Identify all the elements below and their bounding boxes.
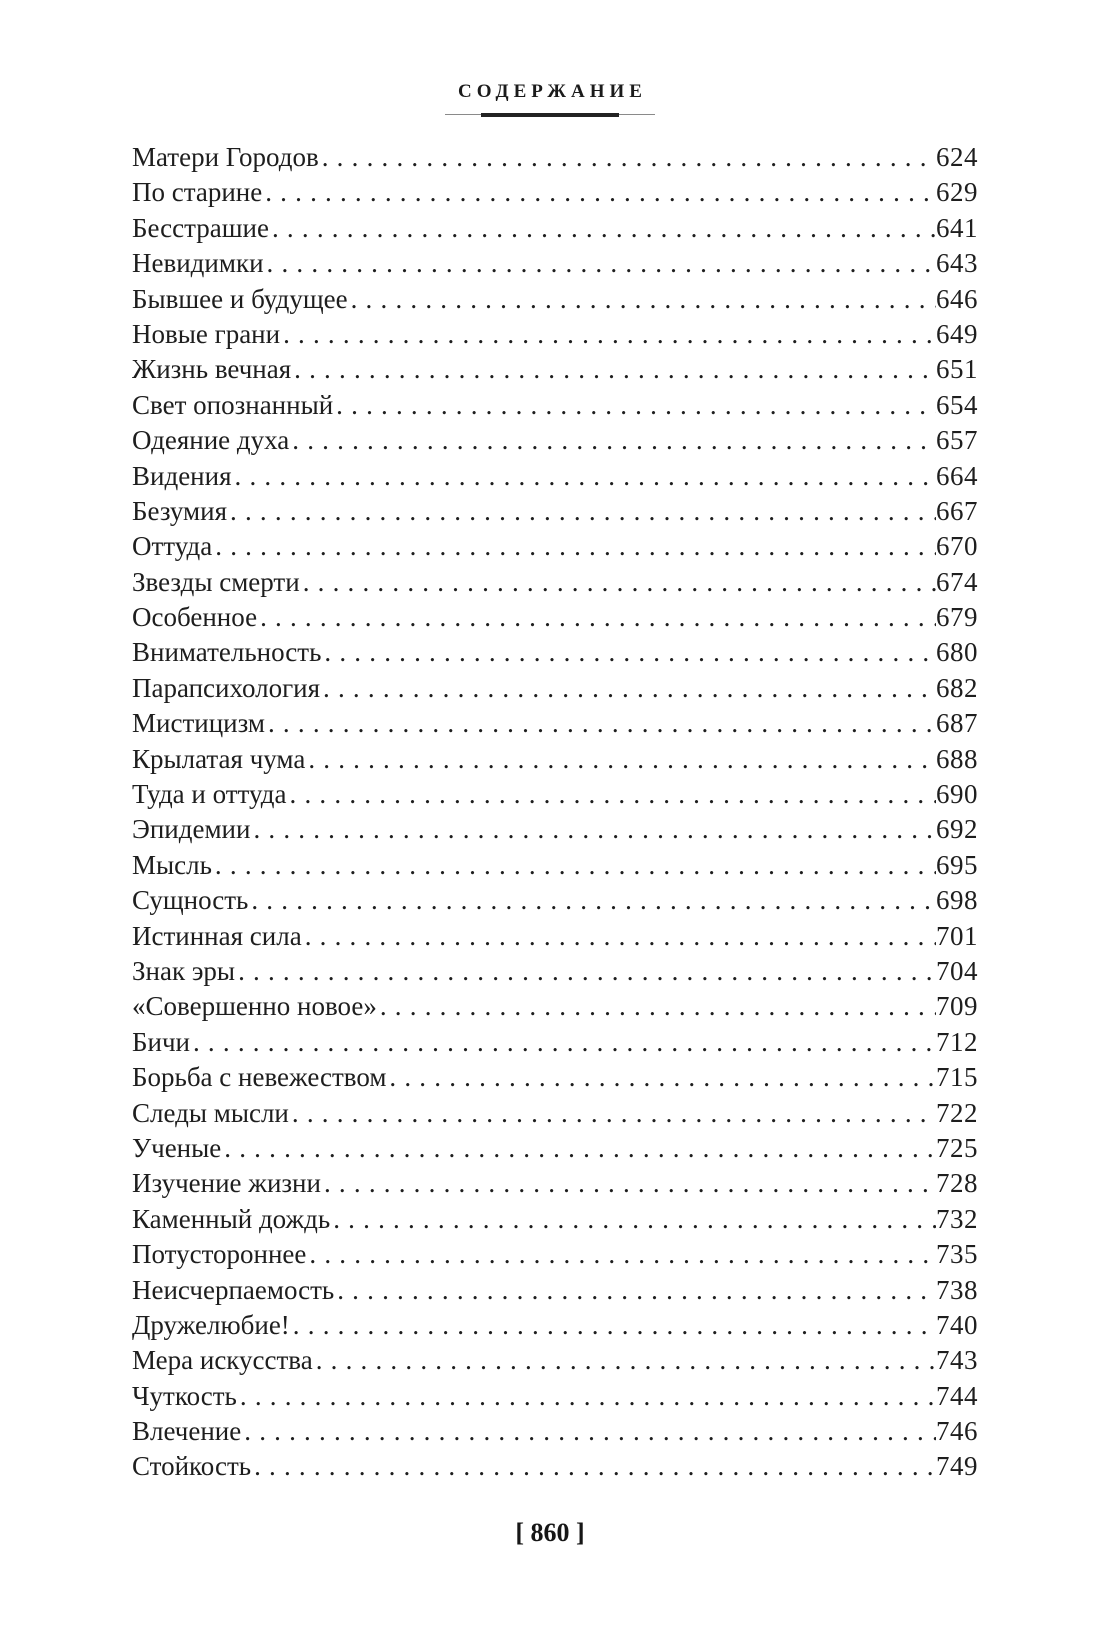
toc-entry-title: Каменный дождь	[132, 1203, 331, 1234]
page-title: СОДЕРЖАНИЕ	[458, 81, 647, 102]
toc-row	[132, 742, 978, 777]
toc-entry-title: Влечение	[132, 1416, 242, 1447]
toc-entry-title: Мера искусства	[132, 1345, 313, 1376]
toc-row	[132, 1166, 978, 1201]
toc-dot-leader	[333, 1202, 936, 1237]
toc-dot-leader	[244, 1414, 936, 1449]
toc-row	[132, 317, 978, 352]
toc-entry-title: Неисчерпаемость	[132, 1274, 335, 1305]
toc-dot-leader	[324, 635, 936, 670]
toc-dot-leader	[293, 1308, 936, 1343]
toc-entry-title: Ученые	[132, 1132, 222, 1163]
toc-entry-title: По старине	[132, 177, 263, 208]
toc-dot-leader	[292, 423, 936, 458]
toc-row	[132, 1131, 978, 1166]
toc-row	[132, 1273, 978, 1308]
toc-entry-page: 657	[936, 425, 978, 456]
toc-entry-page: 735	[936, 1239, 978, 1270]
toc-entry-title: Знак эры	[132, 955, 236, 986]
toc-entry-page: 680	[936, 637, 978, 668]
toc-entry-title: Стойкость	[132, 1451, 252, 1482]
toc-row	[132, 883, 978, 918]
toc-row	[132, 671, 978, 706]
toc-row	[132, 1060, 978, 1095]
toc-entry-title: Бичи	[132, 1026, 190, 1057]
toc-entry-page: 746	[936, 1416, 978, 1447]
toc-dot-leader	[265, 175, 936, 210]
toc-entry-page: 704	[936, 955, 978, 986]
toc-dot-leader	[309, 1237, 936, 1272]
toc-entry-page: 695	[936, 849, 978, 880]
toc-dot-leader	[308, 742, 936, 777]
toc-dot-leader	[253, 812, 936, 847]
toc-entry-page: 712	[936, 1026, 978, 1057]
toc-row	[132, 848, 978, 883]
toc-row	[132, 282, 978, 317]
toc-row	[132, 812, 978, 847]
toc-dot-leader	[235, 459, 937, 494]
toc-entry-title: Крылатая чума	[132, 743, 306, 774]
toc-entry-page: 743	[936, 1345, 978, 1376]
toc-entry-page: 692	[936, 814, 978, 845]
toc-entry-page: 687	[936, 708, 978, 739]
toc-entry-page: 624	[936, 142, 978, 172]
toc-row	[132, 919, 978, 954]
toc-row	[132, 459, 978, 494]
toc-dot-leader	[337, 1273, 936, 1308]
toc-entry-page: 701	[936, 920, 978, 951]
toc-entry-page: 709	[936, 991, 978, 1022]
toc-dot-leader	[351, 282, 936, 317]
toc-entry-title: Туда и оттуда	[132, 779, 287, 810]
toc-entry-title: Изучение жизни	[132, 1168, 321, 1199]
toc-entry-page: 728	[936, 1168, 978, 1199]
toc-entry-title: Парапсихология	[132, 672, 321, 703]
toc-dot-leader	[251, 883, 936, 918]
toc-row	[132, 352, 978, 387]
toc-row	[132, 1308, 978, 1343]
toc-row	[132, 565, 978, 600]
page-number: [ 860 ]	[515, 1518, 585, 1547]
page-footer	[0, 1518, 1100, 1548]
toc-entry-title: Новые грани	[132, 318, 281, 349]
toc-entry-title: Мысль	[132, 849, 212, 880]
toc-dot-leader	[230, 494, 936, 529]
toc-entry-title: Матери Городов	[132, 142, 319, 172]
toc-entry-title: Эпидемии	[132, 814, 251, 845]
toc-row	[132, 600, 978, 635]
toc-entry-title: Свет опознанный	[132, 389, 334, 420]
toc-entry-page: 664	[936, 460, 978, 491]
toc-entry-title: Борьба с невежеством	[132, 1062, 387, 1093]
toc-row	[132, 494, 978, 529]
toc-entry-page: 641	[936, 212, 978, 243]
toc-dot-leader	[215, 848, 936, 883]
toc-row	[132, 954, 978, 989]
toc-row	[132, 246, 978, 281]
toc-dot-leader	[224, 1131, 936, 1166]
toc-entry-page: 643	[936, 248, 978, 279]
toc-row	[132, 1237, 978, 1272]
toc-entry-page: 646	[936, 283, 978, 314]
toc-dot-leader	[260, 600, 936, 635]
toc-list	[132, 140, 978, 1485]
toc-entry-title: Безумия	[132, 495, 228, 526]
toc-entry-title: Особенное	[132, 602, 258, 633]
toc-row	[132, 1414, 978, 1449]
toc-dot-leader	[254, 1449, 936, 1484]
toc-row	[132, 175, 978, 210]
toc-row	[132, 423, 978, 458]
toc-entry-page: 740	[936, 1309, 978, 1340]
toc-row	[132, 1379, 978, 1414]
toc-entry-title: Одеяние духа	[132, 425, 290, 456]
toc-row	[132, 706, 978, 741]
toc-row	[132, 211, 978, 246]
toc-entry-page: 682	[936, 672, 978, 703]
toc-entry-page: 698	[936, 885, 978, 916]
toc-dot-leader	[294, 352, 936, 387]
toc-row	[132, 989, 978, 1024]
toc-entry-page: 629	[936, 177, 978, 208]
toc-row	[132, 388, 978, 423]
toc-dot-leader	[292, 1096, 936, 1131]
toc-dot-leader	[316, 1343, 936, 1378]
toc-entry-page: 688	[936, 743, 978, 774]
toc-entry-title: Чуткость	[132, 1380, 237, 1411]
toc-entry-title: Жизнь вечная	[132, 354, 292, 385]
toc-entry-page: 679	[936, 602, 978, 633]
toc-row	[132, 529, 978, 564]
toc-entry-title: Следы мысли	[132, 1097, 289, 1128]
toc-dot-leader	[322, 140, 936, 175]
toc-dot-leader	[238, 954, 936, 989]
toc-entry-page: 667	[936, 495, 978, 526]
toc-entry-page: 690	[936, 779, 978, 810]
toc-entry-page: 749	[936, 1451, 978, 1482]
toc-row	[132, 1449, 978, 1484]
toc-entry-title: «Совершенно новое»	[132, 991, 377, 1022]
toc-row	[132, 1025, 978, 1060]
toc-entry-title: Видения	[132, 460, 232, 491]
toc-dot-leader	[303, 565, 936, 600]
toc-entry-title: Невидимки	[132, 248, 264, 279]
toc-entry-title: Бесстрашие	[132, 212, 269, 243]
toc-dot-leader	[324, 1166, 936, 1201]
toc-dot-leader	[389, 1060, 936, 1095]
toc-entry-title: Бывшее и будущее	[132, 283, 348, 314]
toc-entry-title: Сущность	[132, 885, 249, 916]
toc-dot-leader	[283, 317, 936, 352]
toc-dot-leader	[290, 777, 936, 812]
toc-entry-title: Потустороннее	[132, 1239, 307, 1270]
toc-entry-title: Мистицизм	[132, 708, 265, 739]
toc-dot-leader	[240, 1379, 936, 1414]
toc-row	[132, 1096, 978, 1131]
toc-dot-leader	[268, 706, 936, 741]
toc-entry-title: Истинная сила	[132, 920, 302, 951]
toc-entry-page: 651	[936, 354, 978, 385]
toc-header	[0, 81, 1100, 118]
toc-entry-title: Внимательность	[132, 637, 322, 668]
toc-entry-title: Дружелюбие!	[132, 1309, 290, 1340]
toc-dot-leader	[336, 388, 936, 423]
toc-dot-leader	[380, 989, 936, 1024]
toc-row	[132, 1343, 978, 1378]
toc-dot-leader	[272, 211, 936, 246]
toc-dot-leader	[267, 246, 936, 281]
toc-entry-title: Звезды смерти	[132, 566, 300, 597]
toc-dot-leader	[305, 919, 936, 954]
toc-entry-page: 674	[936, 566, 978, 597]
toc-entry-page: 725	[936, 1132, 978, 1163]
toc-dot-leader	[323, 671, 936, 706]
toc-entry-page: 744	[936, 1380, 978, 1411]
header-ornament-rule	[445, 112, 655, 118]
toc-dot-leader	[215, 529, 936, 564]
toc-entry-page: 732	[936, 1203, 978, 1234]
ornament-thick-bar	[481, 113, 619, 117]
toc-entry-page: 654	[936, 389, 978, 420]
toc-entry-title: Оттуда	[132, 531, 213, 562]
toc-row	[132, 777, 978, 812]
toc-entry-page: 649	[936, 318, 978, 349]
toc-entry-page: 670	[936, 531, 978, 562]
toc-row	[132, 635, 978, 670]
toc-dot-leader	[193, 1025, 936, 1060]
toc-entry-page: 715	[936, 1062, 978, 1093]
toc-row	[132, 140, 978, 175]
toc-entry-page: 738	[936, 1274, 978, 1305]
toc-row	[132, 1202, 978, 1237]
toc-entry-page: 722	[936, 1097, 978, 1128]
